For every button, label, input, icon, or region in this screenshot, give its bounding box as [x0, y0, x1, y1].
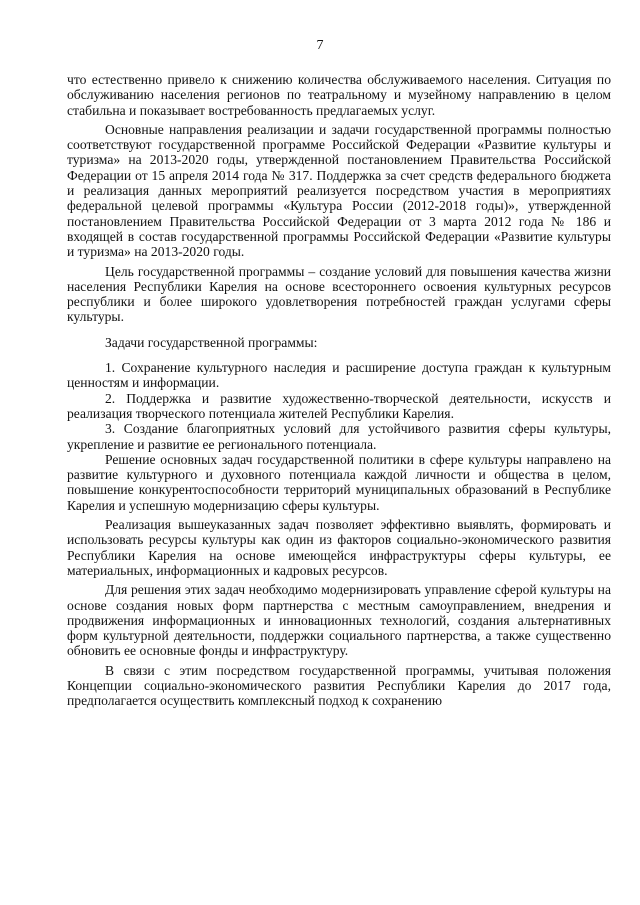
paragraph-modernization: Для решения этих задач необходимо модернизировать управление сферой культуры на основе создания новых форм партнерства с местным самоуправлением, внедрения и продвижения информационных и инновационных технологий, создания альтернативных форм культурной деятельности, поддержки социального партнерства, а также существенно обновить ее основные фонды и инфраструктуру.	[67, 582, 611, 659]
paragraph-complex-approach: В связи с этим посредством государственной программы, учитывая положения Концепции социально-экономического развития Республики Карелия до 2017 года, предполагается осуществить комплексный подход к сохранению	[67, 662, 611, 709]
paragraph-tasks-heading: Задачи государственной программы:	[105, 334, 318, 350]
paragraph-task-3: 3. Создание благоприятных условий для устойчивого развития сферы культуры, укрепление и развитие ее регионального потенциала.	[67, 421, 611, 452]
paragraph-task-1: 1. Сохранение культурного наследия и расширение доступа граждан к культурным ценностям и информации.	[67, 360, 611, 391]
paragraph-program-directions: Основные направления реализации и задачи государственной программы полностью соответствуют государственной программе Российской Федерации «Развитие культуры и туризма» на 2013-2020 годы, утвержденной постановлением Правительства Российской Федерации от 15 апреля 2014 года № 317. Поддержка за счет средств федерального бюджета и реализация данных мероприятий реализуется посредством участия в мероприятиях федеральной целевой программы «Культура России (2012-2018 годы)», утвержденной постановлением Правительства Российской Федерации от 3 марта 2012 года № 186 и входящей в состав государственной программы Российской Федерации «Развитие культуры и туризма» на 2013-2020 годы.	[67, 121, 611, 260]
document-body	[67, 72, 611, 709]
page-number: 7	[316, 38, 324, 53]
paragraph-implementation: Реализация вышеуказанных задач позволяет эффективно выявлять, формировать и использовать ресурсы культуры как один из факторов социально-экономического развития Республики Карелия на основе имеющейся инфраструктуры сферы культуры, ее материальных, информационных и кадровых ресурсов.	[67, 517, 611, 578]
paragraph-policy-solution: Решение основных задач государственной политики в сфере культуры направлено на развитие культурного и духовного потенциала каждой личности и общества в целом, повышение конкурентоспособности территорий муниципальных образований в Республике Карелия и успешную модернизацию сферы культуры.	[67, 451, 611, 513]
paragraph-continuation: что естественно привело к снижению количества обслуживаемого населения. Ситуация по обслуживанию населения регионов по театральному и музейному направлению в целом стабильна и показывает востребованность предлагаемых услуг.	[67, 72, 611, 118]
paragraph-program-goal: Цель государственной программы – создание условий для повышения качества жизни населения Республики Карелия на основе всестороннего освоения культурных ресурсов республики и более широкого удовлетворения потребностей граждан услугами сферы культуры.	[67, 263, 611, 325]
paragraph-task-2: 2. Поддержка и развитие художественно-творческой деятельности, искусств и реализация творческого потенциала жителей Республики Карелия.	[67, 390, 611, 421]
